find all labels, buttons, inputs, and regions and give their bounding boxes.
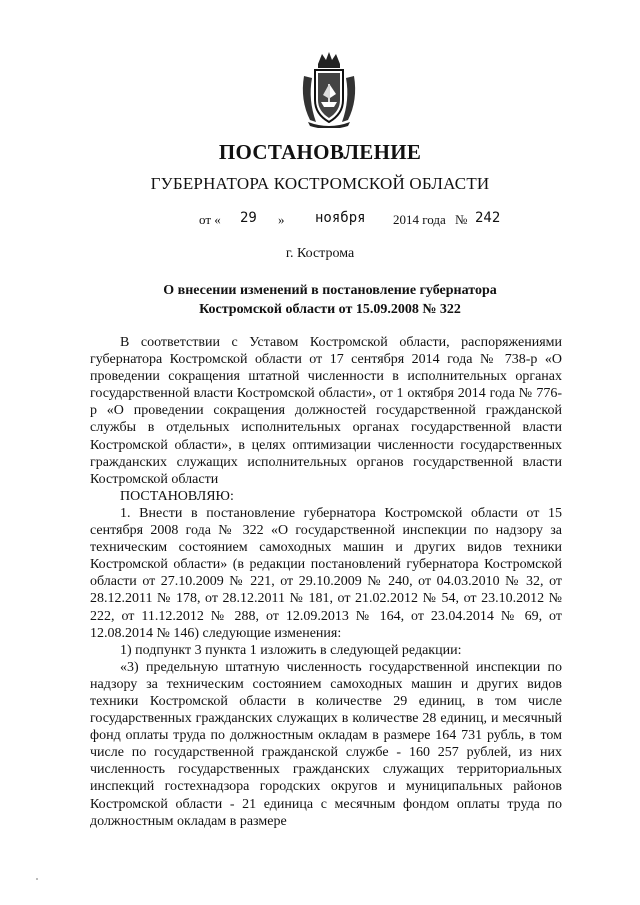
date-year: 2014 года: [393, 212, 446, 227]
date-quote-close: »: [278, 212, 285, 227]
date-day: 29: [240, 210, 257, 226]
paragraph-subitem-1: 1) подпункт 3 пункта 1 изложить в следующей редакции:: [120, 642, 462, 658]
subject-line-1: О внесении изменений в постановление губернатора: [163, 283, 497, 298]
paragraph-preamble: В соответствии с Уставом Костромской области, распоряжениями губернатора Костромской области от 17 сентября 2014 года № 738-р «О проведении сокращения штатной численности в исполнительных органах государственной власти Костромской области», от 1 октября 2014 года № 776-р «О проведении сокращения должностей государственной гражданской службы в отдельных исполнительных органах государственной власти Костромской области», в целях оптимизации численности государственных гражданских служащих исполнительных органов государственной власти Костромской области: [90, 335, 562, 487]
date-prefix: от «: [199, 212, 221, 227]
paragraph-item-1: 1. Внести в постановление губернатора Костромской области от 15 сентября 2008 года № 322 «О государственной инспекции по надзору за техническим состоянием самоходных машин и других видов техники Костромской области» (в редакции постановлений губернатора Костромской области от 27.10.2009 № 221, от 29.10.2009 № 240, от 04.03.2010 № 32, от 28.12.2011 № 178, от 28.12.2011 № 181, от 21.02.2012 № 54, от 23.10.2012 № 222, от 11.12.2012 № 288, от 12.09.2013 № 164, от 23.04.2014 № 69, от 12.08.2014 № 146) следующие изменения:: [90, 505, 562, 641]
document-subject: [0, 281, 640, 319]
subject-line-2: Костромской области от 15.09.2008 № 322: [199, 302, 461, 317]
coat-of-arms-emblem: [296, 50, 362, 128]
paragraph-resolve: ПОСТАНОВЛЯЮ:: [120, 488, 234, 504]
city-name: г. Кострома: [285, 246, 355, 261]
issuer-title: ГУБЕРНАТОРА КОСТРОМСКОЙ ОБЛАСТИ: [150, 174, 490, 193]
paragraph-quoted-text: «3) предельную штатную численность государственной инспекции по надзору за техническим состоянием самоходных машин и других видов техники Костромской области в количестве 29 единиц, в том числе государственных гражданских служащих в количестве 28 единиц, и месячный фонд оплаты труда по должностным окладам в размере 164 731 рубль, в том числе по государственной гражданской службе - 160 257 рублей, из них численность государственных гражданских служащих территориальных инспекций гостехнадзора городских округов и муниципальных районов Костромской области - 21 единица с месячным фондом оплаты труда по должностным окладам в размере: [90, 659, 562, 829]
document-body: [90, 334, 562, 830]
scan-speck: [36, 878, 38, 880]
document-title: ПОСТАНОВЛЕНИЕ: [218, 140, 422, 164]
date-month: ноября: [315, 210, 366, 226]
number-sign: №: [455, 212, 468, 227]
document-number: 242: [475, 210, 501, 226]
